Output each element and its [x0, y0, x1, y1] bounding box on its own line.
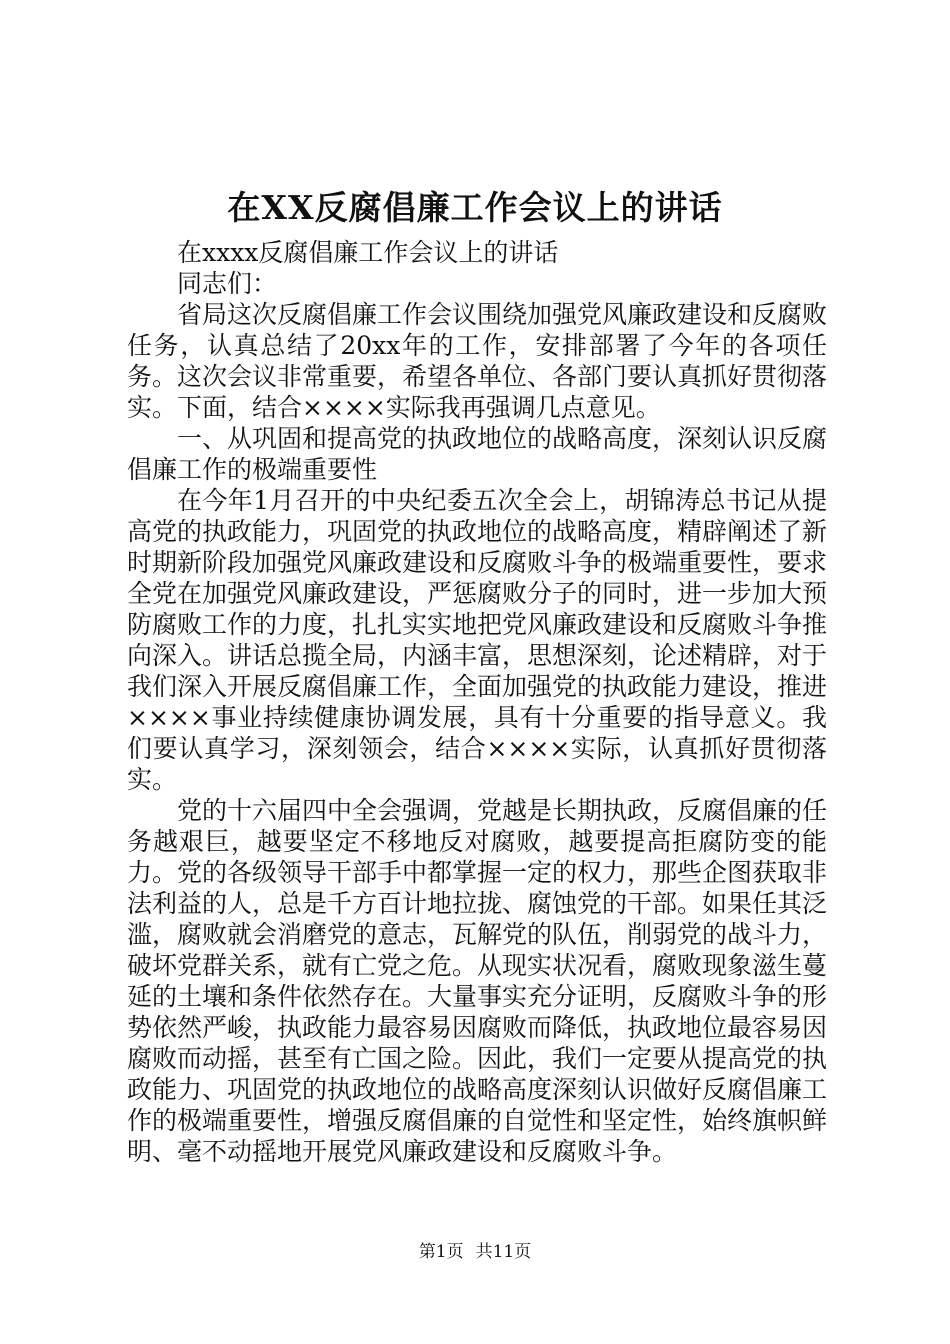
paragraph-body-2: 党的十六届四中全会强调，党越是长期执政，反腐倡廉的任务越艰巨，越要坚定不移地反对腐败，越要提高拒腐防变的能力。党的各级领导干部手中都掌握一定的权力，那些企图获取非法利益的人，总是千方百计地拉拢、腐蚀党的干部。如果任其泛滥，腐败就会消磨党的意志，瓦解党的队伍，削弱党的战斗力，破坏党群关系，就有亡党之危。从现实状况看，腐败现象滋生蔓延的土壤和条件依然存在。大量事实充分证明，反腐败斗争的形势依然严峻，执政能力最容易因腐败而降低，执政地位最容易因腐败而动摇，甚至有亡国之险。因此，我们一定要从提高党的执政能力、巩固党的执政地位的战略高度深刻认识做好反腐倡廉工作的极端重要性，增强反腐倡廉的自觉性和坚定性，始终旗帜鲜明、毫不动摇地开展党风廉政建设和反腐败斗争。: [127, 796, 828, 1166]
section-heading-1: 一、从巩固和提高党的执政地位的战略高度，深刻认识反腐倡廉工作的极端重要性: [127, 424, 828, 484]
salutation: 同志们：: [177, 269, 278, 298]
page-total: 共11页: [475, 1242, 532, 1262]
document-title: 在XX反腐倡廉工作会议上的讲话: [227, 188, 723, 227]
paragraph-body-1: 在今年1月召开的中央纪委五次全会上，胡锦涛总书记从提高党的执政能力，巩固党的执政地位的战略高度，精辟阐述了新时期新阶段加强党风廉政建设和反腐败斗争的极端重要性，要求全党在加强党风廉政建设，严惩腐败分子的同时，进一步加大预防腐败工作的力度，扎扎实实地把党风廉政建设和反腐败斗争推向深入。讲话总揽全局，内涵丰富，思想深刻，论述精辟，对于我们深入开展反腐倡廉工作，全面加强党的执政能力建设，推进××××事业持续健康协调发展，具有十分重要的指导意义。我们要认真学习，深刻领会，结合××××实际，认真抓好贯彻落实。: [127, 486, 828, 794]
document-body: [127, 237, 827, 1167]
page-number: 第1页: [418, 1242, 464, 1262]
paragraph-intro: 省局这次反腐倡廉工作会议围绕加强党风廉政建设和反腐败任务，认真总结了20xx年的工作，安排部署了今年的各项任务。这次会议非常重要，希望各单位、各部门要认真抓好贯彻落实。下面，结合××××实际我再强调几点意见。: [127, 300, 828, 422]
document-subtitle: 在xxxx反腐倡廉工作会议上的讲话: [177, 238, 559, 267]
page-footer: [0, 1240, 950, 1264]
